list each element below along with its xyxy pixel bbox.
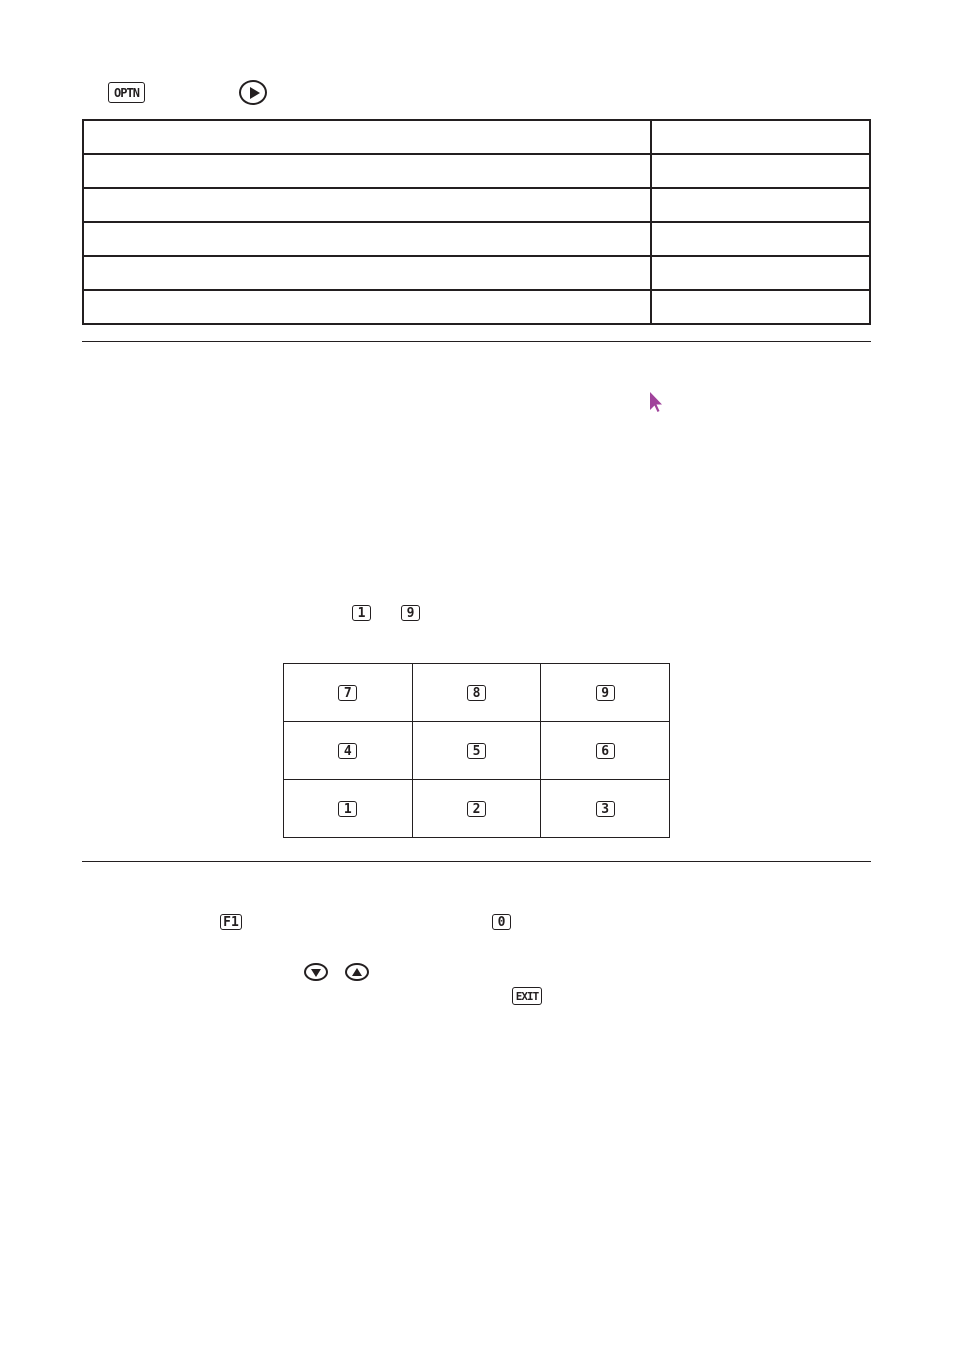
key-4-icon: 4 (338, 743, 357, 759)
keypad-cell (412, 664, 541, 722)
keypad-cell (541, 780, 670, 838)
keypad-cell (284, 664, 413, 722)
options-table (82, 119, 871, 325)
table-cell (651, 188, 870, 222)
table-cell (83, 290, 651, 324)
table-cell (83, 154, 651, 188)
table-row (83, 188, 870, 222)
keypad-cell (284, 780, 413, 838)
optn-key-icon: OPTN (108, 82, 145, 103)
cursor-down-icon (304, 963, 328, 981)
table-row (83, 120, 870, 154)
key-7-icon: 7 (338, 685, 357, 701)
table-cell (651, 290, 870, 324)
table-cell (83, 222, 651, 256)
table-cell (83, 120, 651, 154)
table-cell (83, 188, 651, 222)
cursor-right-icon (239, 80, 267, 105)
keypad-cell (541, 664, 670, 722)
table-row (83, 256, 870, 290)
section-divider (82, 341, 871, 342)
keypad-row (284, 722, 670, 780)
key-0-icon: 0 (492, 914, 511, 930)
key-6-icon: 6 (596, 743, 615, 759)
key-5-icon: 5 (467, 743, 486, 759)
key-1-icon: 1 (352, 605, 371, 621)
key-3-icon: 3 (596, 801, 615, 817)
key-9-icon: 9 (401, 605, 420, 621)
table-cell (651, 256, 870, 290)
table-cell (651, 222, 870, 256)
table-row (83, 222, 870, 256)
numeric-keypad-table (283, 663, 670, 838)
keypad-cell (284, 722, 413, 780)
keypad-row (284, 780, 670, 838)
key-2-icon: 2 (467, 801, 486, 817)
section-divider (82, 861, 871, 862)
f1-key-icon: F1 (220, 914, 242, 930)
mouse-pointer-icon (648, 391, 664, 415)
table-cell (651, 154, 870, 188)
key-1-icon: 1 (338, 801, 357, 817)
key-8-icon: 8 (467, 685, 486, 701)
keypad-cell (412, 780, 541, 838)
table-cell (83, 256, 651, 290)
table-cell (651, 120, 870, 154)
cursor-up-icon (345, 963, 369, 981)
exit-key-icon: EXIT (512, 987, 542, 1005)
keypad-cell (412, 722, 541, 780)
table-row (83, 154, 870, 188)
keypad-cell (541, 722, 670, 780)
table-row (83, 290, 870, 324)
key-9-icon: 9 (596, 685, 615, 701)
keypad-row (284, 664, 670, 722)
